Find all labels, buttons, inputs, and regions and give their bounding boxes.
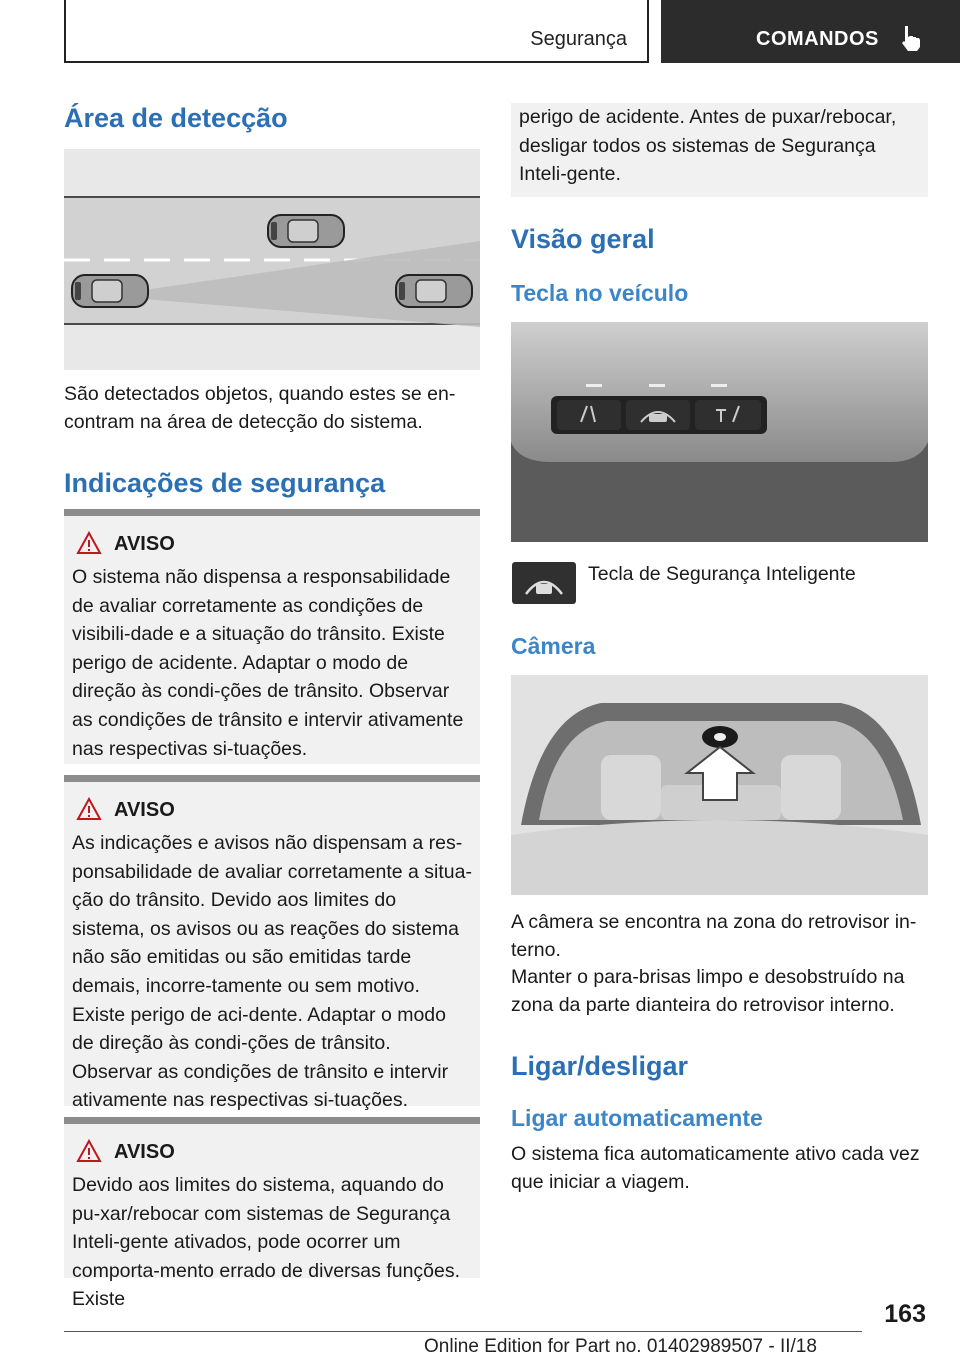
- camera-photo: [511, 675, 928, 895]
- page-number: 163: [884, 1300, 926, 1328]
- heading-overview: Visão geral: [511, 224, 655, 254]
- warning-continuation: [511, 103, 928, 197]
- camera-text-1: A câmera se encontra na zona do retrovisor in-terno.: [511, 911, 917, 961]
- detection-area-figure: [64, 149, 480, 370]
- warning-label: AVISO: [114, 1141, 175, 1163]
- warning-box: [64, 775, 480, 1112]
- intelligent-safety-icon: [512, 562, 576, 604]
- pointing-hand-icon: [899, 24, 923, 52]
- header-section-title: Segurança: [530, 28, 627, 50]
- warning-text: Devido aos limites do sistema, aquando do pu-xar/rebocar com sistemas de Segurança Inteli-gente ativados, pode ocorrer um comporta-mento errado de diversas funções. Existe: [72, 1174, 461, 1311]
- heading-on-off: Ligar/desligar: [511, 1051, 689, 1081]
- heading-vehicle-button: Tecla no veículo: [511, 280, 689, 306]
- warning-bar: [64, 509, 480, 516]
- warning-label: AVISO: [114, 799, 175, 821]
- warning-triangle-icon: [76, 1139, 102, 1163]
- header-chapter-title: COMANDOS: [756, 28, 879, 50]
- warning-bar: [64, 775, 480, 782]
- header-chapter-tab: [661, 0, 960, 63]
- footer-divider: [64, 1331, 862, 1332]
- warning-bar: [64, 1117, 480, 1124]
- detection-area-text: São detectados objetos, quando estes se en- contram na área de detecção do sistema.: [64, 383, 456, 433]
- warning-box: [64, 1117, 480, 1311]
- auto-on-text: O sistema fica automaticamente ativo cada vez que iniciar a viagem.: [511, 1143, 920, 1193]
- warning-text: As indicações e avisos não dispensam a res-ponsabilidade de avaliar corretamente a situa-ção do trânsito. Devido aos limites do sistema, os avisos ou as reações do sistema não são emitidas ou são emitidas tarde demais, incorre-tamente ou sem motivo. Existe perigo de aci-dente. Adaptar o modo de direção às condi-ções de trânsito. Observar as condições de trânsito e intervir ativamente nas respectivas si-tuações.: [72, 832, 472, 1112]
- warning-continuation-text: perigo de acidente. Antes de puxar/rebocar, desligar todos os sistemas de Segurança Inteli-gente.: [519, 106, 897, 186]
- camera-text-2: Manter o para-brisas limpo e desobstruído na zona da parte dianteira do retrovisor interno.: [511, 966, 905, 1016]
- button-symbol: [512, 562, 576, 604]
- heading-auto-on: Ligar automaticamente: [511, 1105, 763, 1131]
- warning-box: [64, 509, 480, 764]
- heading-safety-notes: Indicações de segurança: [64, 468, 386, 498]
- heading-camera: Câmera: [511, 633, 596, 659]
- button-panel-photo: [511, 322, 928, 542]
- warning-text: O sistema não dispensa a responsabilidade de avaliar corretamente as condições de visibili-dade e a situação do trânsito. Existe perigo de acidente. Adaptar o modo de direção às condi-ções de trânsito. Observar as condições de trânsito e intervir ativamente nas respectivas si-tuações.: [72, 566, 464, 760]
- footer-edition: Online Edition for Part no. 01402989507 - II/18: [424, 1336, 817, 1357]
- heading-detection-area: Área de detecção: [64, 103, 288, 133]
- button-caption: Tecla de Segurança Inteligente: [588, 563, 856, 585]
- warning-triangle-icon: [76, 531, 102, 555]
- warning-label: AVISO: [114, 533, 175, 555]
- warning-triangle-icon: [76, 797, 102, 821]
- header-section-tab: [64, 0, 649, 63]
